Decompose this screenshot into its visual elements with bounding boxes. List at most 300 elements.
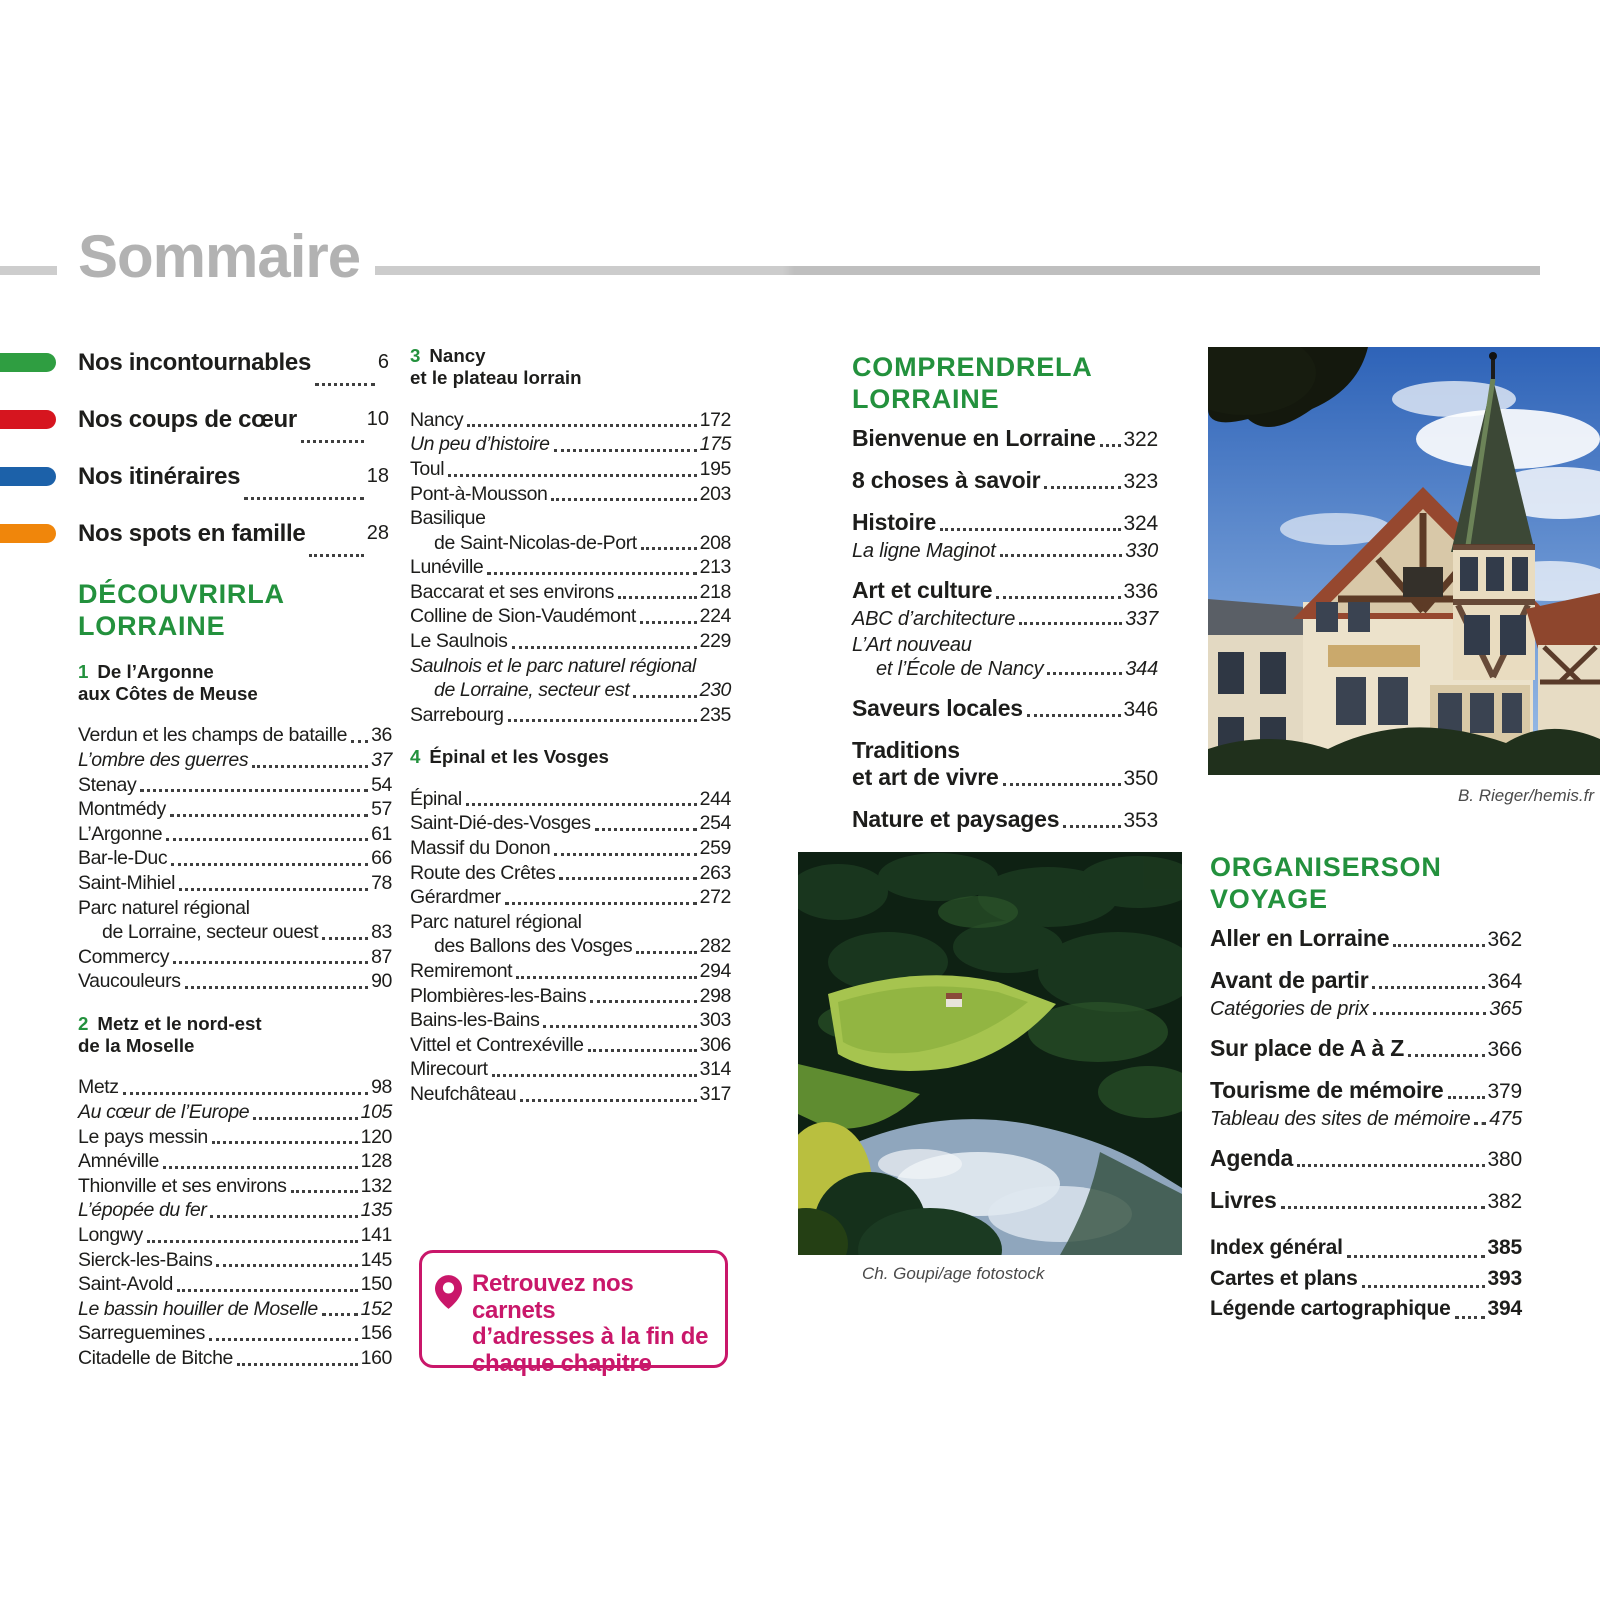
dot-leader [595, 828, 697, 831]
toc-entry [78, 748, 392, 773]
toc-entry [410, 408, 731, 433]
page-number: 208 [699, 531, 731, 554]
dot-leader [216, 1264, 357, 1267]
dot-leader [1474, 1122, 1486, 1125]
toc-entry [78, 969, 392, 994]
entry-label: Aller en Lorraine [1210, 925, 1390, 951]
color-bar [0, 467, 56, 486]
entry-label: Bar-le-Duc [78, 847, 168, 870]
dot-leader [210, 1215, 357, 1218]
chapter [78, 661, 392, 994]
dot-leader [516, 976, 696, 979]
dot-leader [512, 646, 697, 649]
toc-entry [410, 1008, 731, 1033]
page-title: Sommaire [78, 223, 361, 290]
color-bar [0, 524, 56, 543]
chapter-title-line: aux Côtes de Meuse [78, 682, 258, 704]
toc-entry [410, 555, 731, 580]
toc-entry [410, 984, 731, 1009]
chapter-number: 3 [410, 345, 421, 366]
page-number: 156 [360, 1322, 392, 1345]
entry-label: Thionville et ses environs [78, 1174, 287, 1197]
entry-label: Metz [78, 1076, 119, 1099]
page-number: 322 [1123, 428, 1158, 451]
toc-entry [1210, 925, 1522, 953]
note-line: chaque chapitre [472, 1349, 652, 1377]
toc-entry [852, 467, 1158, 495]
entry-label: Au cœur de l’Europe [78, 1101, 250, 1123]
entry-label: de Lorraine, secteur est [434, 679, 630, 702]
dot-leader [590, 1000, 696, 1003]
entry-label: Route des Crêtes [410, 861, 556, 884]
chapter-title-line: 4 Épinal et les Vosges [410, 746, 609, 768]
page-number: 366 [1487, 1038, 1522, 1061]
location-pin-icon [435, 1275, 462, 1309]
entry-label: Saveurs locales [852, 695, 1023, 721]
entry-label: Lunéville [410, 556, 484, 579]
toc-entry [852, 577, 1158, 605]
page-number: 346 [1123, 698, 1158, 721]
house-photo [1208, 347, 1600, 775]
page-number: 10 [366, 408, 389, 430]
page-number: 362 [1487, 928, 1522, 951]
dot-leader [1393, 944, 1484, 947]
part-heading-line: ORGANISER [1210, 852, 1381, 882]
dot-leader [291, 1190, 358, 1193]
page-number: 224 [699, 605, 731, 628]
page-number: 393 [1487, 1266, 1522, 1290]
entry-label: des Ballons des Vosges [434, 935, 633, 958]
dot-leader [1455, 1316, 1485, 1319]
toc-entry [78, 773, 392, 798]
page-number: 382 [1487, 1190, 1522, 1213]
entry-label: Légende cartographique [1210, 1297, 1451, 1320]
entry-label: et l’École de Nancy [876, 658, 1044, 680]
dot-leader [163, 1166, 358, 1169]
page-number: 244 [699, 787, 731, 810]
legend-item [0, 334, 389, 391]
page-number: 120 [360, 1125, 392, 1148]
dot-leader [640, 621, 697, 624]
dot-leader [1448, 1096, 1485, 1099]
dot-leader [209, 1338, 358, 1341]
entry-label: Tableau des sites de mémoire [1210, 1108, 1471, 1130]
chapter-entries [410, 787, 731, 1107]
toc-entry [1210, 1294, 1522, 1325]
entry-label: Saint-Avold [78, 1273, 173, 1296]
dot-leader [487, 572, 696, 575]
dot-leader [1019, 622, 1122, 625]
entry-label: Plombières-les-Bains [410, 984, 587, 1007]
page-number: 90 [371, 970, 392, 993]
entry-label: L’ombre des guerres [78, 749, 249, 772]
column-comprendre [852, 351, 1158, 834]
legend [0, 334, 389, 562]
page-number: 364 [1487, 970, 1522, 993]
entry-label: Montmédy [78, 798, 166, 821]
toc-entry [410, 910, 731, 935]
page-number: 317 [699, 1083, 731, 1105]
toc-entry [78, 1125, 392, 1150]
chapter [410, 345, 731, 727]
dot-leader [1047, 672, 1122, 675]
dot-leader [996, 596, 1120, 599]
dot-leader [940, 528, 1121, 531]
chapter-number: 4 [410, 746, 421, 768]
entry-label: Parc naturel régional [78, 896, 250, 919]
entry-label: Citadelle de Bitche [78, 1346, 233, 1369]
page-number: 314 [699, 1058, 731, 1081]
page-number: 272 [699, 886, 731, 909]
toc-entry [78, 920, 392, 945]
note-line: Retrouvez nos carnets [472, 1270, 634, 1324]
page-number: 353 [1123, 809, 1158, 832]
dot-leader [253, 1117, 357, 1120]
toc-entry [78, 723, 392, 748]
entry-label: Index général [1210, 1236, 1343, 1259]
part-heading-line: COMPRENDRE [852, 352, 1056, 382]
entry-label: 8 choses à savoir [852, 467, 1041, 493]
page-number: 54 [371, 773, 392, 796]
toc-entry [78, 1321, 392, 1346]
dot-leader [185, 986, 369, 989]
entry-label: Verdun et les champs de bataille [78, 724, 348, 747]
legend-label: Nos itinéraires [78, 462, 241, 490]
toc-entry [852, 764, 1158, 792]
entry-label: Saulnois et le parc naturel régional [410, 654, 696, 677]
chapter-entries [78, 1075, 392, 1370]
page-number: 36 [371, 724, 392, 747]
page-number: 98 [371, 1076, 392, 1099]
toc-entry [1210, 1233, 1522, 1264]
entry-label: de Lorraine, secteur ouest [102, 921, 319, 944]
dot-leader [505, 902, 697, 905]
dot-leader [520, 1099, 696, 1102]
entry-label: Catégories de prix [1210, 998, 1369, 1020]
entry-label: Histoire [852, 509, 937, 535]
entry-label: L’épopée du fer [78, 1199, 207, 1222]
toc-entry [78, 1248, 392, 1273]
toc-entry [78, 1174, 392, 1199]
page-number: 475 [1489, 1108, 1522, 1130]
dot-leader [309, 554, 363, 557]
organiser-items [1210, 925, 1522, 1215]
toc-entry [410, 1082, 731, 1107]
entry-label: Amnéville [78, 1150, 159, 1173]
entry-label: Le bassin houiller de Moselle [78, 1297, 318, 1320]
toc-entry [78, 822, 392, 847]
note-text [472, 1270, 715, 1377]
page-number: 323 [1123, 470, 1158, 493]
toc-entry [410, 1033, 731, 1058]
dot-leader [1003, 783, 1121, 786]
toc-entry [1210, 997, 1522, 1021]
toc-entry [852, 657, 1158, 681]
entry-label: Saint-Dié-des-Vosges [410, 812, 591, 835]
legend-label: Nos spots en famille [78, 519, 306, 547]
dot-leader [123, 1092, 368, 1095]
toc-entry [410, 482, 731, 507]
toc-entry [852, 425, 1158, 453]
lake-photo [798, 852, 1182, 1255]
toc-entry [410, 811, 731, 836]
page-number: 365 [1489, 998, 1522, 1020]
entry-label: Nature et paysages [852, 806, 1060, 832]
dot-leader [554, 449, 697, 452]
page-number: 150 [360, 1273, 392, 1296]
chapter-title-line: et le plateau lorrain [410, 367, 582, 388]
chapter-heading [410, 746, 731, 768]
toc-entry [78, 1100, 392, 1125]
page-number: 230 [699, 679, 731, 702]
toc-entry [78, 1346, 392, 1371]
page-number: 324 [1123, 512, 1158, 535]
toc-entry [410, 959, 731, 984]
toc-entry [852, 695, 1158, 723]
dot-leader [140, 789, 368, 792]
entry-label: Sierck-les-Bains [78, 1248, 213, 1271]
page-number: 61 [371, 822, 392, 845]
dot-leader [322, 937, 368, 940]
dot-leader [237, 1363, 358, 1366]
page-number: 128 [360, 1150, 392, 1173]
page-number: 380 [1487, 1148, 1522, 1171]
entry-label: Sur place de A à Z [1210, 1035, 1405, 1061]
dot-leader [588, 1049, 697, 1052]
toc-entry [410, 934, 731, 959]
toc-entry [410, 629, 731, 654]
toc-entry [852, 806, 1158, 834]
page-number: 105 [360, 1101, 392, 1123]
entry-label: Sarreguemines [78, 1322, 206, 1345]
chapter-number: 1 [78, 660, 89, 682]
entry-label: Remiremont [410, 960, 513, 983]
dot-leader [1347, 1255, 1485, 1258]
toc-entry [410, 432, 731, 457]
address-note-box [419, 1250, 728, 1377]
dot-leader [252, 765, 368, 768]
entry-label: Traditions [852, 737, 960, 763]
chapter-title-line: 2 Metz et le nord-est [78, 1012, 262, 1034]
house-photo-credit: B. Rieger/hemis.fr [1457, 786, 1594, 805]
toc-entry [78, 1198, 392, 1223]
entry-label: Neufchâteau [410, 1083, 517, 1105]
entry-label: La ligne Maginot [852, 540, 996, 562]
page-number: 141 [360, 1223, 392, 1246]
dot-leader [559, 877, 696, 880]
dot-leader [641, 547, 697, 550]
entry-label: L’Art nouveau [852, 634, 972, 656]
column-discover-1 [78, 578, 392, 1371]
entry-label: et art de vivre [852, 764, 999, 790]
part-heading-line: SON VOYAGE [1210, 852, 1442, 914]
page-number: 132 [360, 1174, 392, 1197]
page-number: 195 [699, 457, 731, 480]
page-number: 282 [699, 935, 731, 958]
entry-label: Pont-à-Mousson [410, 482, 548, 505]
toc-entry [410, 604, 731, 629]
dot-leader [636, 951, 696, 954]
title-rule-left [0, 266, 57, 275]
entry-label: Livres [1210, 1187, 1277, 1213]
entry-label: de Saint-Nicolas-de-Port [434, 531, 637, 554]
entry-label: Vaucouleurs [78, 970, 181, 993]
toc-entry [1210, 1187, 1522, 1215]
page-number: 229 [699, 630, 731, 653]
note-line: d’adresses à la fin de [472, 1323, 709, 1350]
column-organiser [1210, 851, 1522, 1325]
toc-entry [78, 1297, 392, 1322]
chapter-number: 2 [78, 1012, 89, 1034]
entry-label: Bienvenue en Lorraine [852, 425, 1096, 451]
page-number: 263 [699, 861, 731, 884]
color-bar [0, 410, 56, 429]
toc-entry [1210, 967, 1522, 995]
dot-leader [1373, 1012, 1487, 1015]
toc-entry [1210, 1145, 1522, 1173]
part-heading-line: LA LORRAINE [78, 579, 284, 641]
legend-item [0, 391, 389, 448]
dot-leader [1063, 825, 1120, 828]
toc-entry [78, 871, 392, 896]
legend-item [0, 448, 389, 505]
toc-entry [78, 1223, 392, 1248]
toc-entry [78, 945, 392, 970]
backmatter [1210, 1233, 1522, 1325]
entry-label: Saint-Mihiel [78, 872, 176, 894]
page-number: 203 [699, 482, 731, 505]
page-number: 330 [1125, 540, 1158, 562]
part-heading [1210, 851, 1522, 915]
page-number: 235 [699, 703, 731, 726]
entry-label: Basilique [410, 507, 486, 530]
entry-label: Art et culture [852, 577, 993, 603]
chapter-title-line: de la Moselle [78, 1034, 195, 1056]
page-number: 18 [366, 465, 389, 487]
toc-entry [852, 633, 1158, 657]
chapter-entries [78, 723, 392, 994]
chapter-title-line: 1 De l’Argonne [78, 660, 214, 682]
entry-label: Cartes et plans [1210, 1266, 1358, 1290]
dot-leader [1000, 554, 1123, 557]
dot-leader [301, 440, 364, 443]
toc-entry [78, 1149, 392, 1174]
entry-label: L’Argonne [78, 822, 163, 845]
page-number: 350 [1123, 767, 1158, 790]
toc-entry [1210, 1035, 1522, 1063]
toc-entry [852, 509, 1158, 537]
dot-leader [177, 1289, 358, 1292]
page-number: 379 [1487, 1080, 1522, 1103]
chapter-entries [410, 408, 731, 728]
page-number: 294 [699, 960, 731, 983]
chapter-heading [78, 1013, 392, 1057]
entry-label: Toul [410, 457, 445, 480]
entry-label: Le pays messin [78, 1125, 208, 1148]
chapter-heading [78, 661, 392, 705]
dot-leader [618, 596, 697, 599]
dot-leader [554, 853, 696, 856]
entry-label: Longwy [78, 1223, 143, 1246]
page-number: 254 [699, 812, 731, 835]
toc-entry [78, 896, 392, 921]
page-number: 57 [371, 798, 392, 821]
toc-entry [410, 885, 731, 910]
page-number: 87 [371, 945, 392, 968]
page-number: 259 [699, 837, 731, 860]
page-number: 336 [1123, 580, 1158, 603]
chapter-heading [410, 345, 731, 389]
page-number: 83 [371, 921, 392, 944]
part-heading-line: LA LORRAINE [852, 352, 1092, 414]
chapter [410, 746, 731, 1106]
toc-entry [410, 457, 731, 482]
dot-leader [1372, 986, 1484, 989]
title-rule-right [375, 266, 1540, 275]
dot-leader [508, 719, 697, 722]
page-number: 28 [366, 522, 389, 544]
entry-label: Stenay [78, 773, 137, 796]
entry-label: Colline de Sion-Vaudémont [410, 605, 636, 628]
entry-label: Avant de partir [1210, 967, 1369, 993]
dot-leader [492, 1074, 697, 1077]
entry-label: Épinal [410, 787, 462, 810]
toc-entry [410, 1057, 731, 1082]
toc-entry [852, 607, 1158, 631]
toc-entry [1210, 1107, 1522, 1131]
page-number: 303 [699, 1009, 731, 1032]
page-number: 78 [371, 872, 392, 894]
lake-photo-credit: Ch. Goupi/age fotostock [862, 1264, 1045, 1283]
dot-leader [466, 803, 697, 806]
entry-label: Gérardmer [410, 886, 501, 909]
dot-leader [170, 814, 368, 817]
page-number: 344 [1125, 658, 1158, 680]
page-number: 145 [360, 1248, 392, 1271]
page-number: 218 [699, 580, 731, 603]
dot-leader [1044, 486, 1120, 489]
dot-leader [179, 888, 368, 891]
toc-entry [1210, 1264, 1522, 1295]
toc-entry [410, 861, 731, 886]
chapter-title-line: 3 Nancy [410, 345, 486, 366]
page-number: 394 [1487, 1297, 1522, 1320]
legend-label: Nos incontournables [78, 348, 311, 376]
part-heading [852, 351, 1158, 415]
entry-label: Vittel et Contrexéville [410, 1033, 584, 1056]
dot-leader [244, 497, 364, 500]
entry-label: Agenda [1210, 1145, 1294, 1171]
dot-leader [171, 863, 368, 866]
toc-entry [410, 678, 731, 703]
page-number: 37 [371, 749, 392, 772]
dot-leader [212, 1141, 358, 1144]
toc-entry [78, 1272, 392, 1297]
dot-leader [633, 695, 696, 698]
toc-entry [410, 787, 731, 812]
entry-label: Massif du Donon [410, 837, 551, 860]
page-number: 175 [699, 433, 731, 456]
dot-leader [173, 961, 368, 964]
dot-leader [1297, 1164, 1484, 1167]
dot-leader [467, 424, 696, 427]
chapter [78, 1013, 392, 1371]
part-heading [78, 578, 392, 642]
toc-entry [852, 737, 1158, 764]
dot-leader [147, 1240, 358, 1243]
toc-entry [78, 797, 392, 822]
dot-leader [1281, 1206, 1485, 1209]
